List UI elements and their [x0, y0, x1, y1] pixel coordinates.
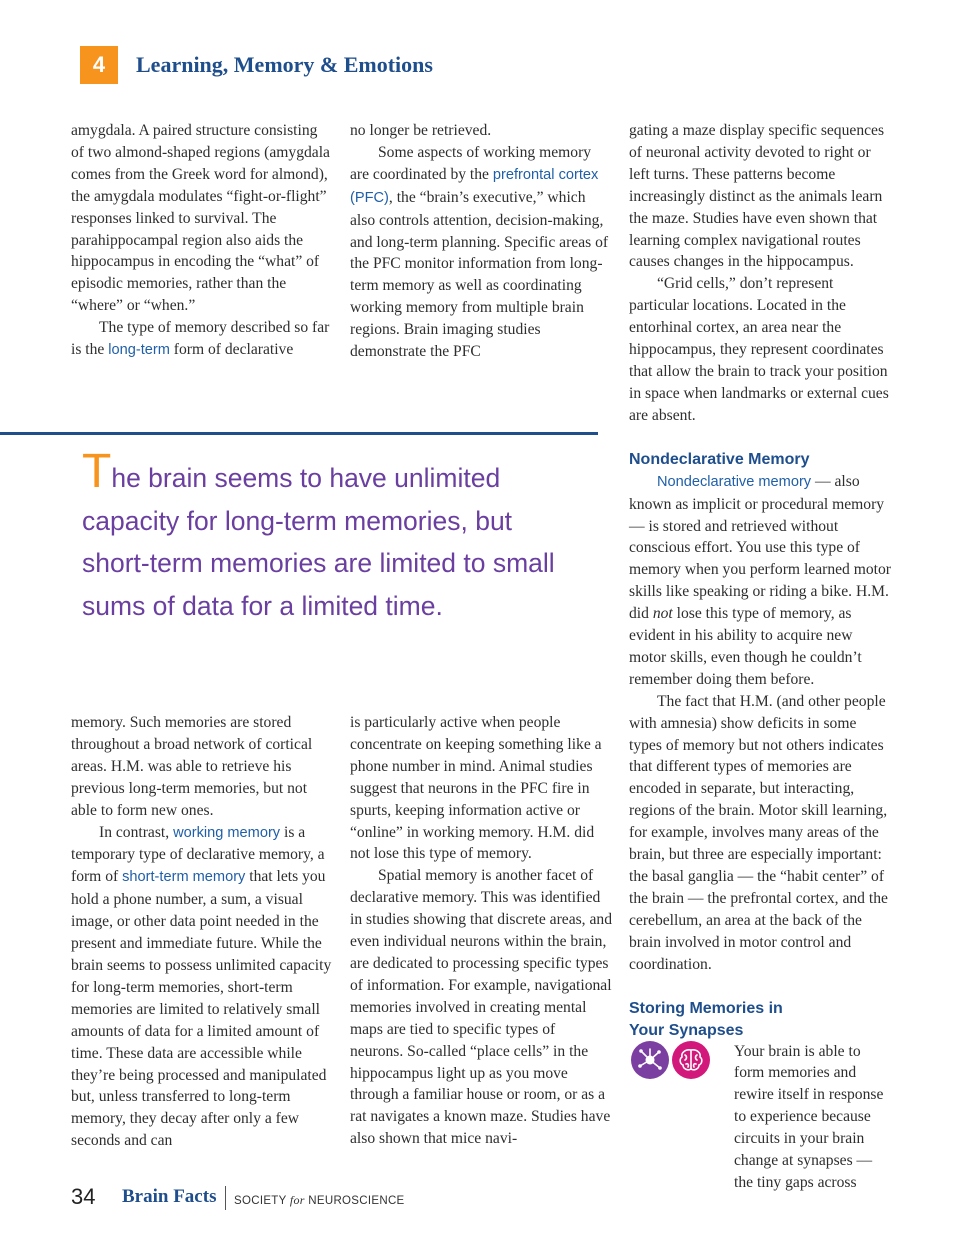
paragraph: Your brain is able to form memories and rewire itself in response to experience because circuits in your brain change at synapses — the tiny gaps across — [629, 1041, 891, 1194]
paragraph: amygdala. A paired structure consisting of two almond-shaped regions (amygdala comes from the Greek word for almond), the amygdala modulates “fight-or-flight” responses linked to survival. The parahippocampal region also aids the hippocampus in encoding the “what” of episodic memories, rather than the “where” or “when.” — [71, 122, 330, 315]
pull-quote: The brain seems to have unlimited capacity for long-term memories, but short-term memories are limited to small sums of data for a limited time. — [82, 445, 555, 621]
column-2-top — [350, 120, 612, 363]
subheading-nondeclarative-memory: Nondeclarative Memory — [629, 450, 810, 468]
subheading-storing-memories: Storing Memories in Your Synapses — [629, 999, 783, 1039]
publication-title: Brain Facts — [122, 1186, 217, 1207]
glossary-term-nondeclarative-memory[interactable]: Nondeclarative memory — [657, 473, 812, 490]
neuron-icon — [631, 1041, 669, 1079]
paragraph: is particularly active when people concentrate on keeping something like a phone number in mind. Animal studies suggest that neurons in the PFC fire in spurts, keeping information active or “online” in working memory. H.M. did not lose this type of memory. — [350, 714, 602, 863]
glossary-term-prefrontal-cortex[interactable]: prefrontal cortex (PFC) — [350, 166, 599, 206]
glossary-term-short-term-memory[interactable]: short-term memory — [122, 869, 246, 886]
paragraph: no longer be retrieved. — [350, 122, 492, 139]
pull-quote-drop-cap: T — [82, 445, 112, 498]
publisher-name: SOCIETY for NEUROSCIENCE — [234, 1193, 405, 1207]
paragraph: Some aspects of working memory are coordinated by the prefrontal cortex (PFC), the “brain’s executive,” which also controls attention, decision-making, and long-term planning. Specific areas of the PFC monitor information from long-term memory as well as coordinating working memory from multiple brain regions. Brain imaging studies demonstrate the PFC — [350, 143, 609, 361]
glossary-term-long-term[interactable]: long-term — [108, 342, 170, 359]
paragraph: The type of memory described so far is the long-term form of declarative — [71, 319, 330, 359]
glossary-term-working-memory[interactable]: working memory — [173, 824, 281, 841]
brain-icon — [672, 1041, 710, 1079]
chapter-badge: 4 — [80, 46, 118, 84]
topic-icons — [631, 1041, 713, 1079]
paragraph: Spatial memory is another facet of declarative memory. This was identified in studies showing that discrete areas, and even individual neurons within the brain, are dedicated to processing specific types of information. For example, navigational memories involved in creating mental maps are tied to specific types of neurons. So-called “place cells” in the hippocampus light up as you move through a familiar house or room, or as a rat navigates a known maze. Studies have also shown that mice navi- — [350, 867, 612, 1148]
column-1-top — [71, 120, 333, 362]
paragraph: Nondeclarative memory — also known as implicit or procedural memory — is stored and retrieved without conscious effort. You use this type of memory when you perform learned motor skills like speaking or riding a bike. H.M. did not lose this type of memory, as evident in his ability to acquire new motor skills, even though he couldn’t remember doing them before. — [629, 472, 891, 688]
paragraph: The fact that H.M. (and other people with amnesia) show deficits in some types of memory but not others indicates that different types of memories are encoded in separate, but interacting, regions of the brain. Motor skill learning, for example, involves many areas of the brain, but three are especially important: the basal ganglia — the “habit center” of the brain — the prefrontal cortex, and the cerebellum, an area at the back of the brain involved in motor control and coordination. — [629, 692, 888, 973]
paragraph: In contrast, working memory is a temporary type of declarative memory, a form of short-term memory that lets you hold a phone number, a sum, a visual image, or other data point needed in the present and immediate future. While the brain seems to possess unlimited capacity for long-term memories, short-term memories are limited to relatively small amounts of data for a limited amount of time. These data are accessible while they’re being processed and manipulated but, unless transferred to long-term memory, they decay after only a few seconds and can — [71, 823, 332, 1150]
paragraph: “Grid cells,” don’t represent particular locations. Located in the entorhinal cortex, an area near the hippocampus, they represent coordinates that allow the brain to track your position in space when landmarks or external cues are absent. — [629, 275, 889, 424]
column-2-bottom — [350, 712, 612, 1150]
chapter-title: Learning, Memory & Emotions — [136, 52, 433, 77]
footer-divider — [225, 1186, 226, 1210]
pull-quote-rule — [0, 432, 598, 435]
column-3 — [629, 120, 891, 1194]
page-number: 34 — [71, 1184, 96, 1209]
paragraph: gating a maze display specific sequences of neuronal activity devoted to right or left turns. These patterns become increasingly distinct as the animals learn the maze. Studies have even shown that learning complex navigational routes causes changes in the hippocampus. — [629, 122, 885, 271]
paragraph: memory. Such memories are stored throughout a broad network of cortical areas. H.M. was able to retrieve his previous long-term memories, but not able to form new ones. — [71, 714, 313, 819]
column-1-bottom — [71, 712, 333, 1152]
